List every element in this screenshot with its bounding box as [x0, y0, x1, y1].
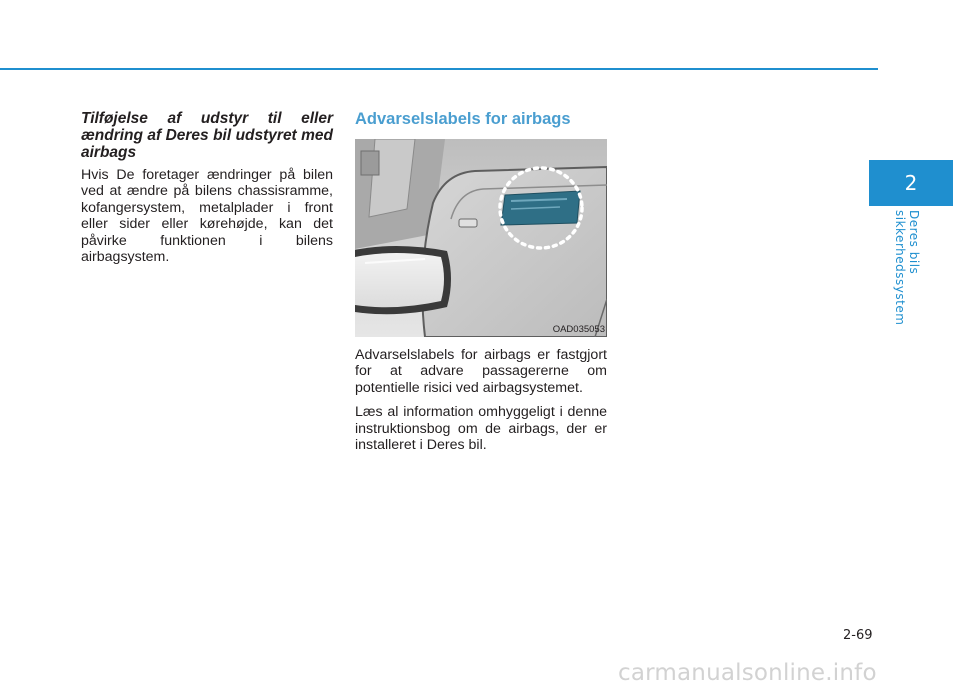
- body-paragraph: Hvis De foretager ændringer på bilen ved at ændre på bilens chassisramme, kofangersystem, metalplader i front eller sider eller kørehøjde, kan det påvirke funktionen i bilens airbagsystem.: [81, 167, 333, 266]
- section-subheading: Tilføjelse af udstyr til eller ændring af Deres bil udstyret med airbags: [81, 110, 333, 161]
- header-rule: [0, 68, 878, 70]
- airbag-label-illustration: [355, 139, 607, 337]
- body-paragraph-1: Advarselslabels for airbags er fastgjort for at advare passagererne om potentielle risici ved airbagsystemet.: [355, 347, 607, 396]
- right-column: [355, 110, 607, 461]
- chapter-number: 2: [904, 171, 918, 195]
- section-heading: Advarselslabels for airbags: [355, 110, 571, 128]
- chapter-title: Deres bils sikkerhedssystem: [893, 210, 921, 326]
- page-number: 2-69: [843, 628, 873, 643]
- sun-visor-drawing: [355, 139, 607, 337]
- chapter-tab: [869, 160, 953, 206]
- watermark: carmanualsonline.info: [618, 660, 877, 686]
- left-column: [81, 110, 333, 273]
- body-paragraph-2: Læs al information omhyggeligt i denne instruktionsbog om de airbags, der er installeret i Deres bil.: [355, 404, 607, 454]
- figure-code: OAD035053: [552, 324, 605, 335]
